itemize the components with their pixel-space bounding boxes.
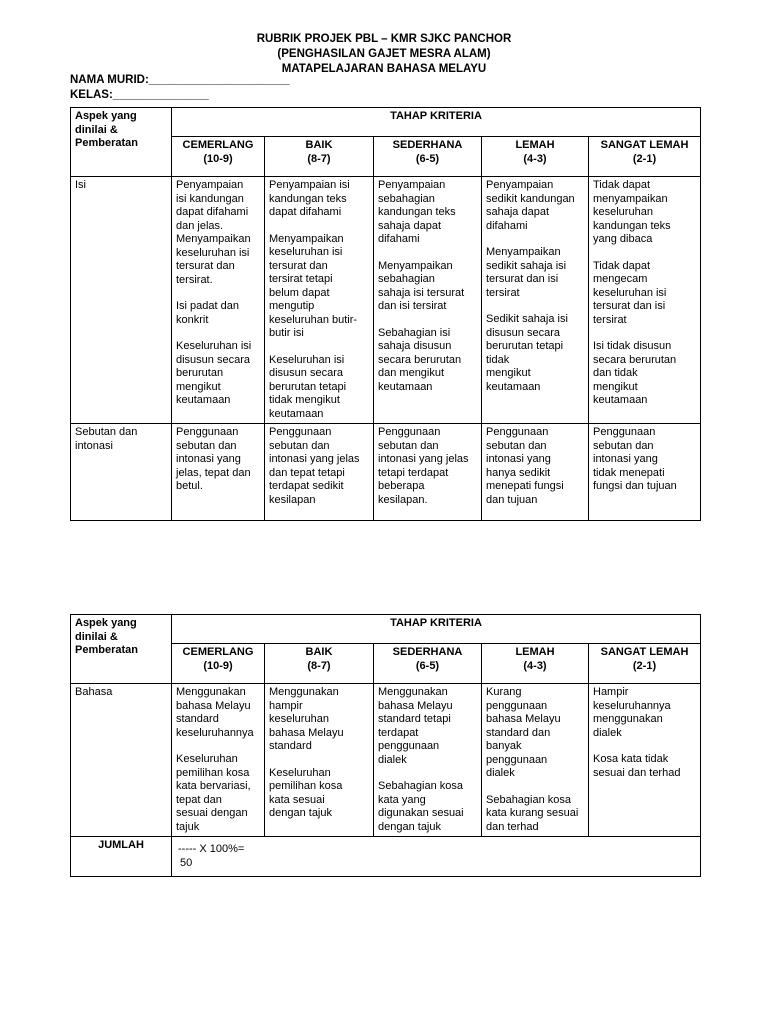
criteria-text: Isi padat dan konkrit bbox=[176, 300, 239, 326]
paragraph-gap bbox=[269, 220, 369, 233]
criteria-text: Tidak dapat menyampaikan keseluruhan kandungan teks yang dibaca bbox=[593, 179, 671, 245]
criteria-cell bbox=[172, 684, 265, 837]
criteria-text: Sebahagian kosa kata yang digunakan sesuai dengan tajuk bbox=[378, 780, 464, 833]
level-range: (4-3) bbox=[523, 152, 547, 165]
paragraph-gap bbox=[486, 233, 584, 246]
level-range: (2-1) bbox=[632, 152, 657, 165]
jumlah-label: JUMLAH bbox=[71, 837, 172, 877]
aspect-header: Aspek yang dinilai & Pemberatan bbox=[71, 108, 172, 177]
criteria-cell bbox=[172, 177, 265, 424]
level-header-cemerlang bbox=[172, 644, 265, 684]
rubric-table-2 bbox=[70, 614, 701, 877]
class-field[interactable]: KELAS:_______________ bbox=[70, 89, 209, 101]
level-header-sederhana bbox=[374, 644, 482, 684]
jumlah-formula: ----- X 100%= bbox=[178, 843, 245, 855]
level-header-lemah bbox=[482, 644, 589, 684]
level-name: SANGAT LEMAH bbox=[600, 646, 689, 658]
criteria-cell bbox=[265, 177, 374, 424]
level-name: SEDERHANA bbox=[392, 646, 463, 658]
criteria-text: Penggunaan sebutan dan intonasi yang jelas dan tepat tetapi terdapat sedikit kesilapan bbox=[269, 426, 360, 506]
criteria-text: Penggunaan sebutan dan intonasi yang tidak menepati fungsi dan tujuan bbox=[593, 426, 677, 492]
criteria-text: Keseluruhan isi disusun secara berurutan tetapi tidak mengikut keutamaan bbox=[269, 353, 347, 420]
level-range: (6-5) bbox=[415, 152, 440, 165]
paragraph-gap bbox=[378, 314, 477, 327]
criteria-text: Keseluruhan isi disusun secara berurutan mengikut keutamaan bbox=[176, 340, 252, 406]
criteria-text: Menyampaikan sebahagian sahaja isi tersurat dan isi tersirat bbox=[378, 259, 465, 312]
level-name: SEDERHANA bbox=[392, 139, 463, 151]
level-header-lemah bbox=[482, 137, 589, 177]
criteria-text: Isi tidak disusun secara berurutan dan tidak mengikut keutamaan bbox=[593, 340, 677, 406]
aspect-sebutan: Sebutan dan intonasi bbox=[71, 424, 172, 521]
criteria-cell bbox=[589, 424, 701, 521]
level-header-baik bbox=[265, 137, 374, 177]
criteria-text: Keseluruhan pemilihan kosa kata sesuai dengan tajuk bbox=[269, 766, 343, 819]
criteria-text: Keseluruhan pemilihan kosa kata bervariasi, tepat dan sesuai dengan tajuk bbox=[176, 753, 251, 833]
criteria-cell bbox=[589, 177, 701, 424]
table-row-isi bbox=[71, 177, 701, 424]
level-header-sederhana bbox=[374, 137, 482, 177]
tahap-kriteria-header: TAHAP KRITERIA bbox=[172, 615, 701, 644]
level-range: (2-1) bbox=[632, 659, 657, 672]
level-range: (10-9) bbox=[203, 659, 233, 672]
criteria-text: Kosa kata tidak sesuai dan terhad bbox=[593, 753, 681, 779]
paragraph-gap bbox=[486, 300, 584, 313]
paragraph-gap bbox=[593, 247, 696, 260]
level-range: (4-3) bbox=[523, 659, 547, 672]
header-subtitle: (PENGHASILAN GAJET MESRA ALAM) bbox=[277, 48, 491, 60]
level-name: BAIK bbox=[305, 139, 333, 151]
level-header-sangat-lemah bbox=[589, 644, 701, 684]
level-range: (8-7) bbox=[307, 659, 331, 672]
tahap-kriteria-header: TAHAP KRITERIA bbox=[172, 108, 701, 137]
criteria-cell bbox=[482, 424, 589, 521]
level-range: (10-9) bbox=[203, 152, 233, 165]
table-row-jumlah bbox=[71, 837, 701, 877]
level-name: CEMERLANG bbox=[182, 646, 254, 658]
criteria-text: Menyampaikan sedikit sahaja isi tersurat dan isi tersirat bbox=[486, 246, 567, 299]
criteria-cell bbox=[265, 424, 374, 521]
paragraph-gap bbox=[176, 327, 260, 340]
criteria-text: Penyampaian isi kandungan teks dapat difahami bbox=[269, 179, 350, 218]
paragraph-gap bbox=[269, 754, 369, 767]
paragraph-gap bbox=[593, 740, 696, 753]
rubric-table-1 bbox=[70, 107, 701, 521]
criteria-text: Sebahagian isi sahaja disusun secara berurutan dan mengikut keutamaan bbox=[378, 326, 462, 393]
document-header bbox=[0, 32, 768, 77]
paragraph-gap bbox=[176, 287, 260, 300]
level-name: SANGAT LEMAH bbox=[600, 139, 689, 151]
criteria-text: Penyampaian isi kandungan dapat difahami dan jelas. Menyampaikan keseluruhan isi tersurat dan tersirat. bbox=[176, 179, 251, 286]
level-header-baik bbox=[265, 644, 374, 684]
level-name: BAIK bbox=[305, 646, 333, 658]
criteria-text: Penyampaian sedikit kandungan sahaja dapat difahami bbox=[486, 179, 575, 232]
level-name: LEMAH bbox=[515, 646, 555, 658]
criteria-cell bbox=[589, 684, 701, 837]
aspect-bahasa: Bahasa bbox=[71, 684, 172, 837]
paragraph-gap bbox=[176, 740, 260, 753]
criteria-cell bbox=[374, 177, 482, 424]
criteria-text: Menggunakan hampir keseluruhan bahasa Melayu standard bbox=[269, 686, 344, 752]
jumlah-denominator: 50 bbox=[180, 856, 193, 869]
criteria-text: Penggunaan sebutan dan intonasi yang jelas, tepat dan betul. bbox=[176, 426, 251, 492]
criteria-text: Kurang penggunaan bahasa Melayu standard dan banyak penggunaan dialek bbox=[486, 686, 561, 779]
criteria-text: Sebahagian kosa kata kurang sesuai dan terhad bbox=[486, 793, 579, 833]
level-header-sangat-lemah bbox=[589, 137, 701, 177]
header-subject: MATAPELAJARAN BAHASA MELAYU bbox=[281, 63, 487, 75]
table-row-sebutan bbox=[71, 424, 701, 521]
criteria-text: Menggunakan bahasa Melayu standard keseluruhannya bbox=[176, 686, 254, 739]
criteria-cell bbox=[482, 177, 589, 424]
criteria-cell bbox=[374, 424, 482, 521]
criteria-text: Sedikit sahaja isi disusun secara berurutan tetapi tidak mengikut keutamaan bbox=[486, 313, 568, 393]
aspect-header: Aspek yang dinilai & Pemberatan bbox=[71, 615, 172, 684]
criteria-cell bbox=[482, 684, 589, 837]
table-row-bahasa bbox=[71, 684, 701, 837]
level-name: LEMAH bbox=[515, 139, 555, 151]
level-range: (8-7) bbox=[307, 152, 331, 165]
jumlah-cell[interactable] bbox=[172, 837, 701, 877]
criteria-text: Tidak dapat mengecam keseluruhan isi tersurat dan isi tersirat bbox=[593, 259, 667, 326]
paragraph-gap bbox=[378, 767, 477, 780]
paragraph-gap bbox=[269, 341, 369, 354]
paragraph-gap bbox=[378, 247, 477, 260]
aspect-isi: Isi bbox=[71, 177, 172, 424]
level-name: CEMERLANG bbox=[182, 139, 254, 151]
criteria-cell bbox=[374, 684, 482, 837]
paragraph-gap bbox=[593, 327, 696, 340]
criteria-text: Penggunaan sebutan dan intonasi yang jelas tetapi terdapat beberapa kesilapan. bbox=[378, 426, 469, 506]
criteria-cell bbox=[265, 684, 374, 837]
level-range: (6-5) bbox=[415, 659, 440, 672]
criteria-text: Penyampaian sebahagian kandungan teks sahaja dapat difahami bbox=[378, 179, 456, 245]
criteria-text: Menggunakan bahasa Melayu standard tetapi terdapat penggunaan dialek bbox=[378, 686, 453, 766]
level-header-cemerlang bbox=[172, 137, 265, 177]
header-title: RUBRIK PROJEK PBL – KMR SJKC PANCHOR bbox=[256, 33, 512, 45]
paragraph-gap bbox=[486, 781, 584, 794]
criteria-text: Menyampaikan keseluruhan isi tersurat dan tersirat tetapi belum dapat mengutip keseluruhan butir- butir isi bbox=[269, 232, 358, 339]
criteria-text: Penggunaan sebutan dan intonasi yang hanya sedikit menepati fungsi dan tujuan bbox=[486, 426, 564, 506]
criteria-cell bbox=[172, 424, 265, 521]
criteria-text: Hampir keseluruhannya menggunakan dialek bbox=[593, 686, 671, 739]
student-name-field[interactable]: NAMA MURID:______________________ bbox=[70, 74, 290, 86]
